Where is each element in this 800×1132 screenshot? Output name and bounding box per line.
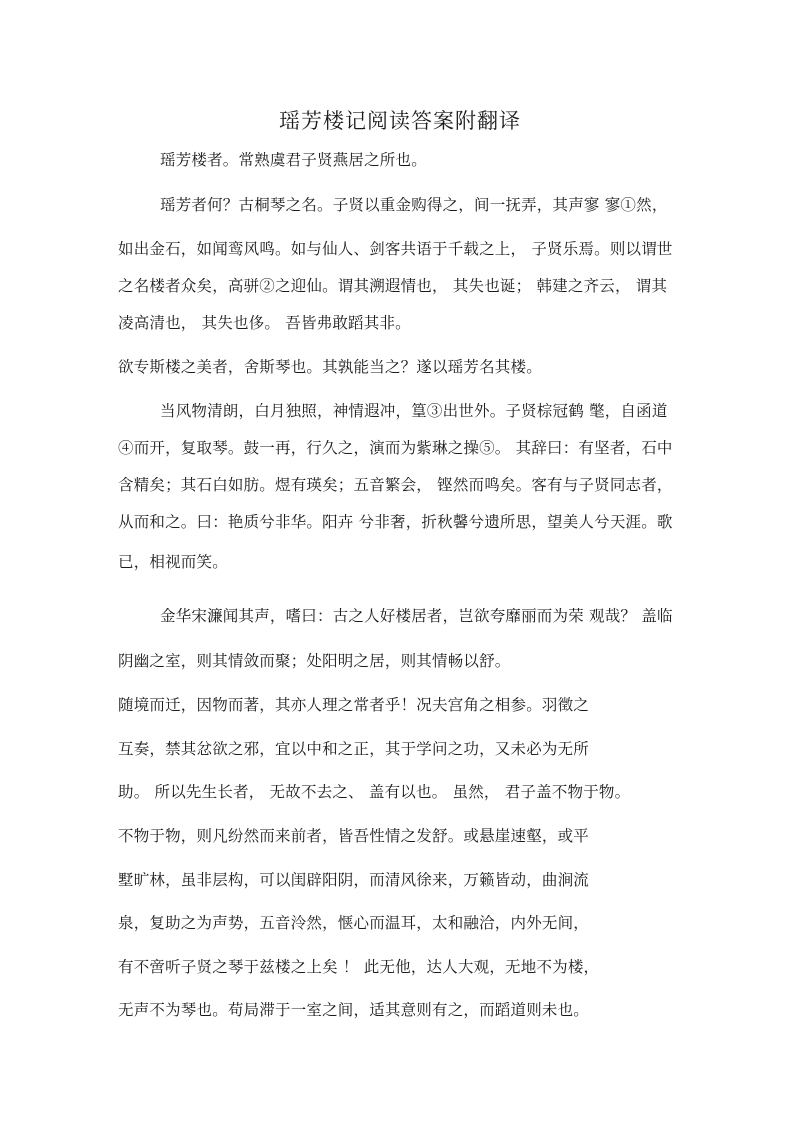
text-line: 瑶芳楼者。常熟虞君子贤燕居之所也。	[160, 151, 427, 169]
text-line: 含精矣；其石白如肪。煜有瑛矣；五音繁会， 铿然而鸣矣。客有与子贤同志者，	[118, 476, 673, 494]
text-line: 如出金石，如闻鸾风鸣。如与仙人、剑客共语于千载之上， 子贤乐焉。则以谓世	[118, 240, 673, 258]
text-line: 凌高清也， 其失也侈。 吾皆弗敢蹈其非。	[118, 314, 411, 332]
text-line: 欲专斯楼之美者，舍斯琴也。其孰能当之？遂以瑶芳名其楼。	[118, 358, 542, 376]
text-line: 已，相视而笑。	[118, 553, 228, 571]
text-line: 泉，复助之为声势，五音泠然，惬心而温耳，太和融洽，内外无间，	[118, 914, 590, 932]
text-line: 阴幽之室，则其情敛而聚；处阳明之居，则其情畅以舒。	[118, 652, 511, 670]
text-line: 之名楼者众矣，高骈②之迎仙。谓其溯遐情也， 其失也诞； 韩建之齐云， 谓其	[118, 277, 668, 295]
text-line: 当风物清朗，白月独照，神情遐冲，篁③出世外。子贤棕冠鹤 氅，自函道	[160, 402, 668, 420]
text-line: 金华宋濂闻其声，嗜曰：古之人好楼居者，岂欲夸靡丽而为荣 观哉？ 盖临	[160, 607, 673, 625]
text-line: ④而开，复取琴。鼓一再，行久之，演而为紫琳之操⑤。 其辞曰：有坚者，石中	[118, 439, 673, 457]
text-line: 从而和之。曰：艳质兮非华。阳卉 兮非奢，折秋馨兮遗所思，望美人兮天涯。歌	[118, 513, 673, 531]
text-line: 互奏，禁其忿欲之邪，宜以中和之正，其于学问之功，又未必为无所	[118, 740, 590, 758]
text-line: 瑶芳者何？古桐琴之名。子贤以重金购得之，间一抚弄，其声寥 寥①然，	[160, 196, 668, 214]
text-line: 随境而迁，因物而著，其亦人理之常者乎！况夫宫角之相参。羽徵之	[118, 696, 590, 714]
page-title: 瑶芳楼记阅读答案附翻译	[279, 109, 521, 133]
text-line: 墅旷林，虽非层构，可以闺辟阳阴，而清风徐来，万籁皆动，曲涧流	[118, 871, 590, 889]
text-line: 无声不为琴也。苟局滞于一室之间，适其意则有之，而蹈道则未也。	[118, 1001, 590, 1019]
text-line: 不物于物，则凡纷然而来前者，皆吾性情之发舒。或悬崖速壑，或平	[118, 827, 590, 845]
text-line: 有不啻听子贤之琴于兹楼之上矣 ！ 此无他，达人大观，无地不为楼，	[118, 958, 600, 976]
text-line: 助。 所以先生长者， 无故不去之、 盖有以也。 虽然， 君子盖不物于物。	[118, 783, 631, 801]
